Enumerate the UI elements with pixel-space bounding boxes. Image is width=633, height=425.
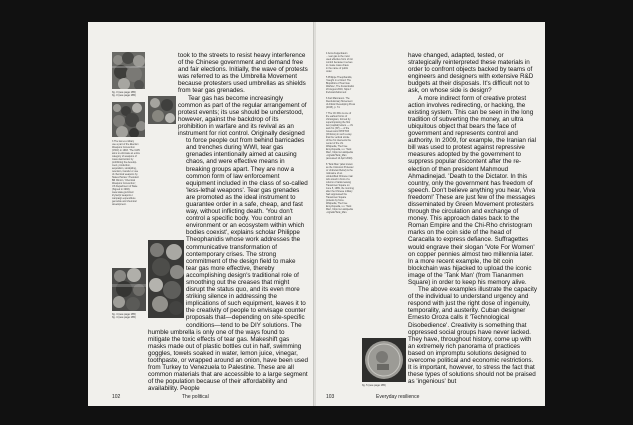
right-body-paragraph-3: The above examples illustrate the capacity of the individual to understand urgency and respond with just the right dose of ingenuity, temporality, and austerity. Cuban designer Ernesto Oroza calls it 'Technological Disobedience'. Creativity is something that oppressed social groups have never lacked. They have, throughout history, come up with an extremely rich panorama of practices based on impromptu solutions designed to overcome political and economic restrictions. It is important, however, to stress the fact that these types of solutions should not be praised as 'ingenious' but: [408, 286, 538, 386]
sidenote-right: 4 Anna Feigenbaum ... tear gas is the most used effective form of riot control because it serves to create mass chaos in the name of public order. 5 Philippe Theophanidis, 'Caught in a Cloud: The Biopolitics of Tear Gas Warfare', The Funambulist 20 August 2019, https:// thefunambulist.net/. 6 Karl Marx/anon. The Revolutionary Movement of Artistic Developing Press (2015), p. 74. 7 The Chi Rho is one of the earliest forms of christogram, formed by superimposing the first two (capital) letters — chi and rho (ΧΡ) — of the Greek word ΧΡΙΣΤΟΣ (Christos) in such a way that the vertical stroke of the rho intersects the center of the chi. Wikipedia, The Free Encyclopedia, s.v. 'Tank Man', https://en.wikipedia .org/wiki/Tank_Man (accessed 14 April 2020). 8 'Tank Man' (also known as the Unknown Protester or Unknown Rebel) is the nickname of an unidentified Chinese man who stood in front of a column of tanks leaving Tiananmen Square on June 5, 1989, the morning after the Chinese military had suppressed the Tiananmen Square protests by force. Wikipedia, The Free Encyclopedia, s.v. 'Tank Man', https://en.wikipedia .org/wiki/Tank_Man.: [326, 52, 356, 214]
caption-fig-5: fig. 5 (see page 185): [362, 384, 386, 387]
right-page-number: 103: [326, 394, 335, 400]
right-body-paragraph-1: have changed, adapted, tested, or strategically reinterpreted these materials in order to confront objects backed by teams of engineers and designers with extensive R&D budgets at their disposals. It's difficult not to ask, on whose side is design?: [408, 52, 534, 95]
left-page-number: 102: [112, 394, 121, 400]
right-body-text: [362, 52, 538, 392]
left-page: [88, 22, 314, 406]
left-body-paragraph-1: took to the streets to resist heavy interference of the Chinese government and demand free and fair elections. Initially, the wave of protests was referred to as the Umbrella Movement because protesters used umbrellas as shields from tear gas grenades.: [178, 52, 308, 95]
left-body-paragraph-2: Tear gas has become increasingly common as part of the regular arrangement of protest events; its use should be understood, however, against the backdrop of its prohibition in warfare and its revival as an instrument for riot control. Originally designed to force people out from behind barricades and trenches during WWI, tear gas grenades intentionally aimed at causing chaos, and were effective means in breaking groups apart. They are now a common form of law enforcement equipment included in the class of so-called 'less-lethal weapons'. Tear gas grenades are promoted as the ideal instrument to guarantee order in a safe, cheap, and fast way, without inflicting death. 'You don't control a specific body. You control an environment or an ecosystem within which bodies coexist', explains scholar Philippe Theophanidis whose work addresses the communicative transformation of contemporary crises. The strong commitment of the design field to make tear gas more effective, thereby accomplishing design's traditional role of smoothing out the creases that might disrupt the status quo, and its even more striking silence in addressing the implications of such equipment, leaves it to the creativity of people to envisage counter proposals that—depending on site-specific conditions—tend to be DIY solutions. The humble umbrella is only one of the ways found to mitigate the toxic effects of tear gas. Makeshift gas masks made out of plastic bottles cut in half, swimming goggles, towels soaked in water, lemon juice, vinegar, toothpaste, or wrapped around an onion, have been used from Turkey to Venezuela to Palestine. These are all common materials that are accessible to a large segment of the population because of their affordability and availability. People: [148, 94, 308, 392]
right-page: [316, 22, 545, 406]
left-body-text: [148, 52, 308, 392]
right-section-title: Everyday resilience: [376, 394, 420, 400]
protest-photo-3: [112, 268, 146, 311]
sidenote-left: 3 The last ex-military use a part of the Ekerism Weapons Convention (CWC) in 1993. 'The CWC aims to eliminate an entire category of weapons of mass destruction by prohibiting the develop- ment, production, acquisition, stockpiling, retention, transfer or use of chemical weapons by States Parties.' President Bill Clinton, 'Chemical Weapons Convention', US Department of State (Signed in 1993). www.state.gov/t/avc/ trty/ac/pr.weapons.t campaign expenditure genocide and chemical development.: [112, 140, 141, 206]
protest-photo-1: [112, 52, 145, 89]
left-section-title: The political: [182, 394, 209, 400]
right-body-paragraph-2: A more indirect form of creative protest action involves redirecting, or hacking, the existing system. This can be seen in the long tradition of subverting the money, an ultra ubiquitous object that bears the face of government and represents control and authority. In 2009, for example, the Iranian rial bill was used to protest against repressive measures adopted by the government to suppress popular discontent after the re-election of then president Mahmoud Ahmadinejad. 'Death to the Dictator. In this country, only the government has freedom of speech. Don't believe anything you hear, Viva freedom!' These are just few of the messages disseminated by Green Movement protesters through the circulation and exchange of money. This approach dates back to the Roman Empire and the Chi-Rho christogram marks on the coin side of the head of Caracalla to express defiance. Suffragettes would engrave their slogan 'Vote For Women' on copper pennies almost two millennia later. In a more recent example, the bit coin blockchain was hijacked to upload the iconic image of the 'Tank Man' (from Tiananmen Square) in order to keep his memory alive.: [408, 94, 536, 286]
caption-fig-3: fig. 3 (see page 185) fig. 3 (see page 185): [112, 91, 136, 98]
protest-photo-2: [112, 102, 145, 137]
caption-fig-4: fig. 4 (see page 185) fig. 4 (see page 185): [112, 313, 136, 320]
